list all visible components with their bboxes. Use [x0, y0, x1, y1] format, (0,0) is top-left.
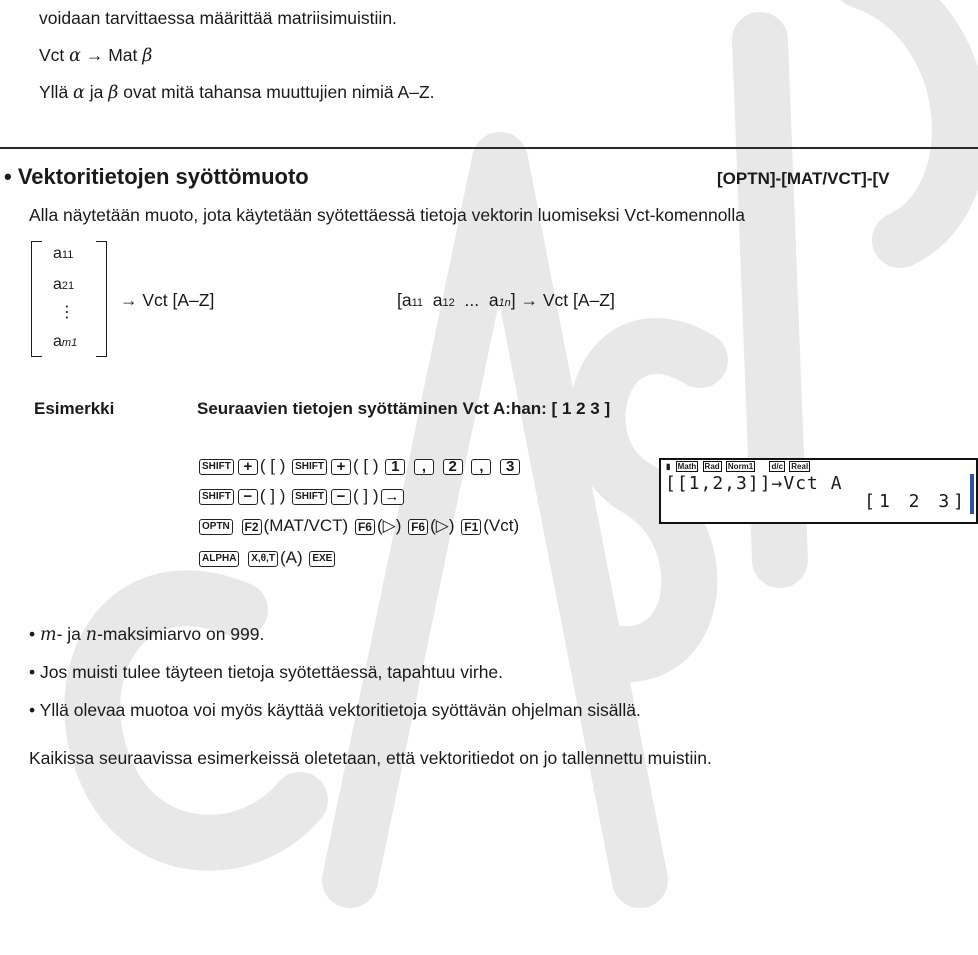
plus-key: +: [238, 459, 258, 475]
column-entry-m: am1: [53, 333, 78, 350]
f1-key: F1: [461, 519, 481, 535]
column-bracket-right: [96, 241, 107, 357]
row-format: [a11 a12 ... a1n] → Vct [A–Z]: [397, 290, 615, 310]
calculator-input-line: [[1,2,3]]→Vct A: [665, 473, 843, 494]
key-sequence-line-2: SHIFT − ( ] ) SHIFT − ( ] ) →: [197, 486, 406, 506]
scroll-cursor: [970, 474, 974, 514]
f6-key: F6: [408, 519, 428, 535]
calculator-result-line: [1 2 3]: [864, 491, 968, 512]
shift-key: SHIFT: [199, 489, 234, 505]
column-entry-2: a21: [53, 276, 75, 293]
column-format-target: → Vct [A–Z]: [120, 290, 215, 310]
column-entry-dots: ⋮: [59, 304, 75, 321]
footer-note: Kaikissa seuraavissa esimerkeissä oletetaan, että vektoritiedot on jo tallennettu muistiin.: [29, 748, 712, 768]
x-theta-t-key: X,θ,T: [248, 551, 278, 567]
exe-key: EXE: [309, 551, 335, 567]
comma-key: ,: [471, 459, 491, 475]
shift-key: SHIFT: [292, 459, 327, 475]
one-key: 1: [385, 459, 405, 475]
section-bullet: •: [4, 164, 12, 189]
intro-line-2: Vct α → Mat β: [39, 45, 153, 66]
shift-key: SHIFT: [292, 489, 327, 505]
optn-key: OPTN: [199, 519, 233, 535]
intro-line-1: voidaan tarvittaessa määrittää matriisimuistiin.: [39, 8, 397, 28]
calculator-status-bar: [665, 462, 812, 471]
column-entry-1: a11: [53, 245, 74, 262]
section-description: Alla näytetään muoto, jota käytetään syötettäessä tietoja vektorin luomiseksi Vct-komennolla: [29, 205, 745, 225]
minus-key: −: [238, 489, 258, 505]
battery-icon: ▮: [666, 462, 671, 471]
alpha-key: ALPHA: [199, 551, 239, 567]
key-sequence-line-4: ALPHA X,θ,T (A) EXE: [197, 548, 337, 568]
status-dc: d/c: [771, 462, 784, 471]
calculator-screen: [659, 458, 978, 524]
three-key: 3: [500, 459, 520, 475]
column-bracket-left: [31, 241, 42, 357]
section-key-path: [OPTN]-[MAT/VCT]-[V: [717, 169, 890, 188]
key-sequence-line-1: SHIFT + ( [ ) SHIFT + ( [ ) 1 , 2 , 3: [197, 456, 522, 476]
f2-key: F2: [242, 519, 262, 535]
note-1: • m- ja n-maksimiarvo on 999.: [29, 624, 265, 645]
section-title: [4, 164, 309, 190]
example-label: Esimerkki: [34, 399, 115, 418]
example-title: Seuraavien tietojen syöttäminen Vct A:han: [ 1 2 3 ]: [197, 399, 611, 418]
plus-key: +: [331, 459, 351, 475]
section-divider: [0, 147, 978, 149]
comma-key: ,: [414, 459, 434, 475]
note-2: • Jos muisti tulee täyteen tietoja syötettäessä, tapahtuu virhe.: [29, 662, 504, 682]
arrow-key: →: [381, 489, 404, 505]
f6-key: F6: [355, 519, 375, 535]
status-real: Real: [791, 462, 809, 471]
status-norm: Norm1: [727, 462, 754, 471]
note-3: • Yllä olevaa muotoa voi myös käyttää vektoritietoja syöttävän ohjelman sisällä.: [29, 700, 641, 720]
intro-line-3: Yllä α ja β ovat mitä tahansa muuttujien nimiä A–Z.: [39, 82, 435, 103]
minus-key: −: [331, 489, 351, 505]
two-key: 2: [443, 459, 463, 475]
key-sequence-line-3: OPTN F2 (MAT/VCT) F6 (▷) F6 (▷) F1 (Vct): [197, 516, 519, 536]
status-math: Math: [677, 462, 697, 471]
shift-key: SHIFT: [199, 459, 234, 475]
section-title-text: Vektoritietojen syöttömuoto: [17, 164, 309, 189]
status-rad: Rad: [704, 462, 720, 471]
